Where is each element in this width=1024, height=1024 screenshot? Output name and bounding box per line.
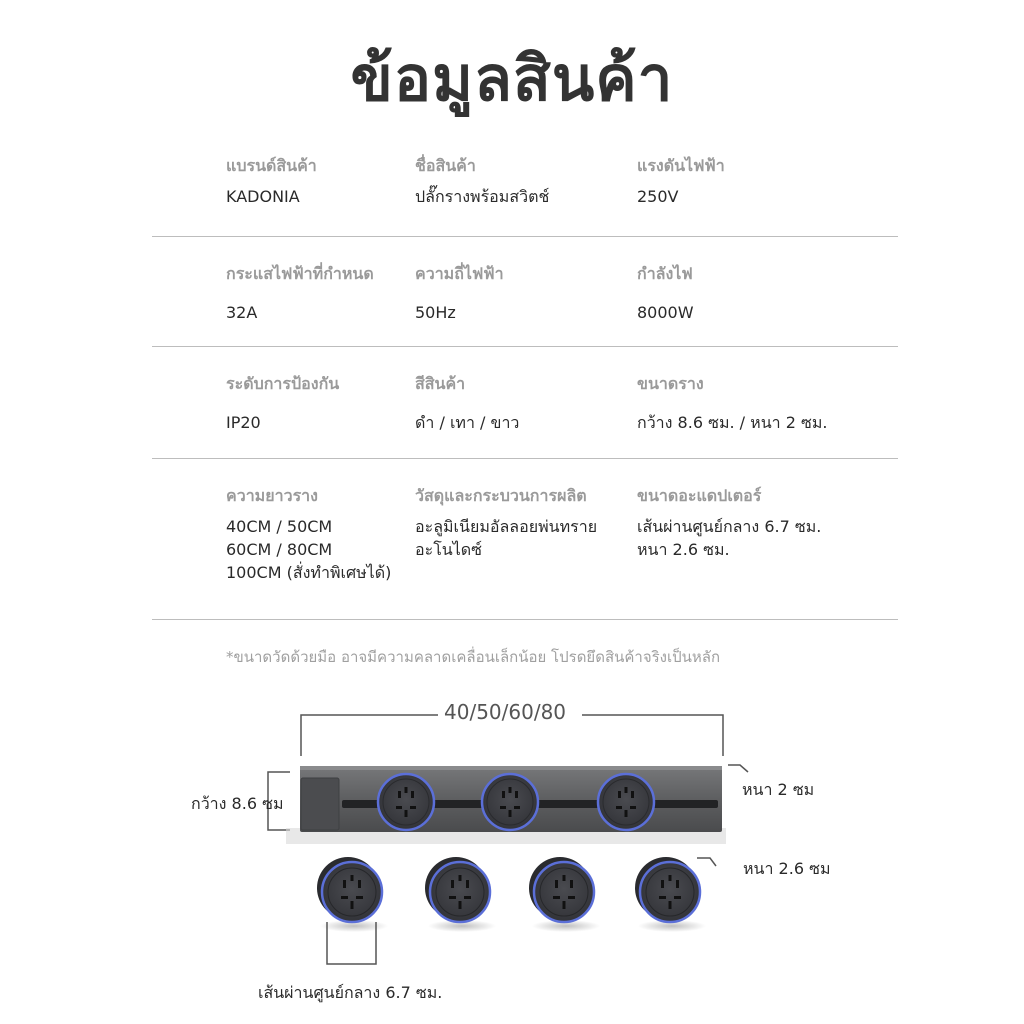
spec-label: ขนาดอะแดปเตอร์: [637, 486, 762, 505]
spec-value: เส้นผ่านศูนย์กลาง 6.7 ซม. หนา 2.6 ซม.: [637, 517, 822, 559]
spec-label: ชื่อสินค้า: [415, 156, 476, 175]
spec-label: ความยาวราง: [226, 486, 318, 505]
spec-label: กำลังไฟ: [637, 264, 693, 283]
spec-value: IP20: [226, 413, 261, 432]
adapter: [317, 857, 388, 932]
measurement-note: *ขนาดวัดด้วยมือ อาจมีความคลาดเคลื่อนเล็กน้อย โปรดยึดสินค้าจริงเป็นหลัก: [226, 648, 721, 666]
spec-label: แบรนด์สินค้า: [226, 156, 317, 175]
spec-value: 32A: [226, 303, 258, 322]
adapter-diameter-label: เส้นผ่านศูนย์กลาง 6.7 ซม.: [258, 983, 443, 1002]
adapter: [635, 857, 706, 932]
rail-thickness-label: หนา 2 ซม: [742, 780, 815, 799]
spec-label: แรงดันไฟฟ้า: [637, 156, 725, 175]
spec-label: ความถี่ไฟฟ้า: [415, 264, 504, 283]
length-label: 40/50/60/80: [438, 700, 572, 724]
adapter-thickness-label: หนา 2.6 ซม: [743, 859, 831, 878]
spec-value: ดำ / เทา / ขาว: [415, 413, 520, 432]
rail-socket: [482, 774, 538, 830]
rail-thickness-tick: [728, 765, 748, 772]
spec-label: ระดับการป้องกัน: [226, 374, 340, 393]
spec-value: 40CM / 50CM 60CM / 80CM 100CM (สั่งทำพิเศษได้): [226, 517, 392, 582]
rail-socket: [378, 774, 434, 830]
adapter: [425, 857, 496, 932]
spec-label: วัสดุและกระบวนการผลิต: [415, 486, 587, 505]
spec-value: 8000W: [637, 303, 694, 322]
spec-label: กระแสไฟฟ้าที่กำหนด: [226, 264, 374, 283]
width-label: กว้าง 8.6 ซม: [191, 794, 284, 813]
rail-socket: [598, 774, 654, 830]
spec-value: 250V: [637, 187, 679, 206]
spec-value: อะลูมิเนียมอัลลอยพ่นทราย อะโนไดซ์: [415, 517, 598, 559]
spec-label: ขนาดราง: [637, 374, 704, 393]
page-title: ข้อมูลสินค้า: [350, 42, 674, 115]
adapter-thickness-tick: [697, 858, 716, 866]
adapter: [529, 857, 600, 932]
spec-value: ปลั๊กรางพร้อมสวิตช์: [415, 187, 550, 206]
spec-value: KADONIA: [226, 187, 300, 206]
spec-value: 50Hz: [415, 303, 456, 322]
spec-label: สีสินค้า: [415, 374, 466, 393]
spec-value: กว้าง 8.6 ซม. / หนา 2 ซม.: [637, 413, 828, 432]
